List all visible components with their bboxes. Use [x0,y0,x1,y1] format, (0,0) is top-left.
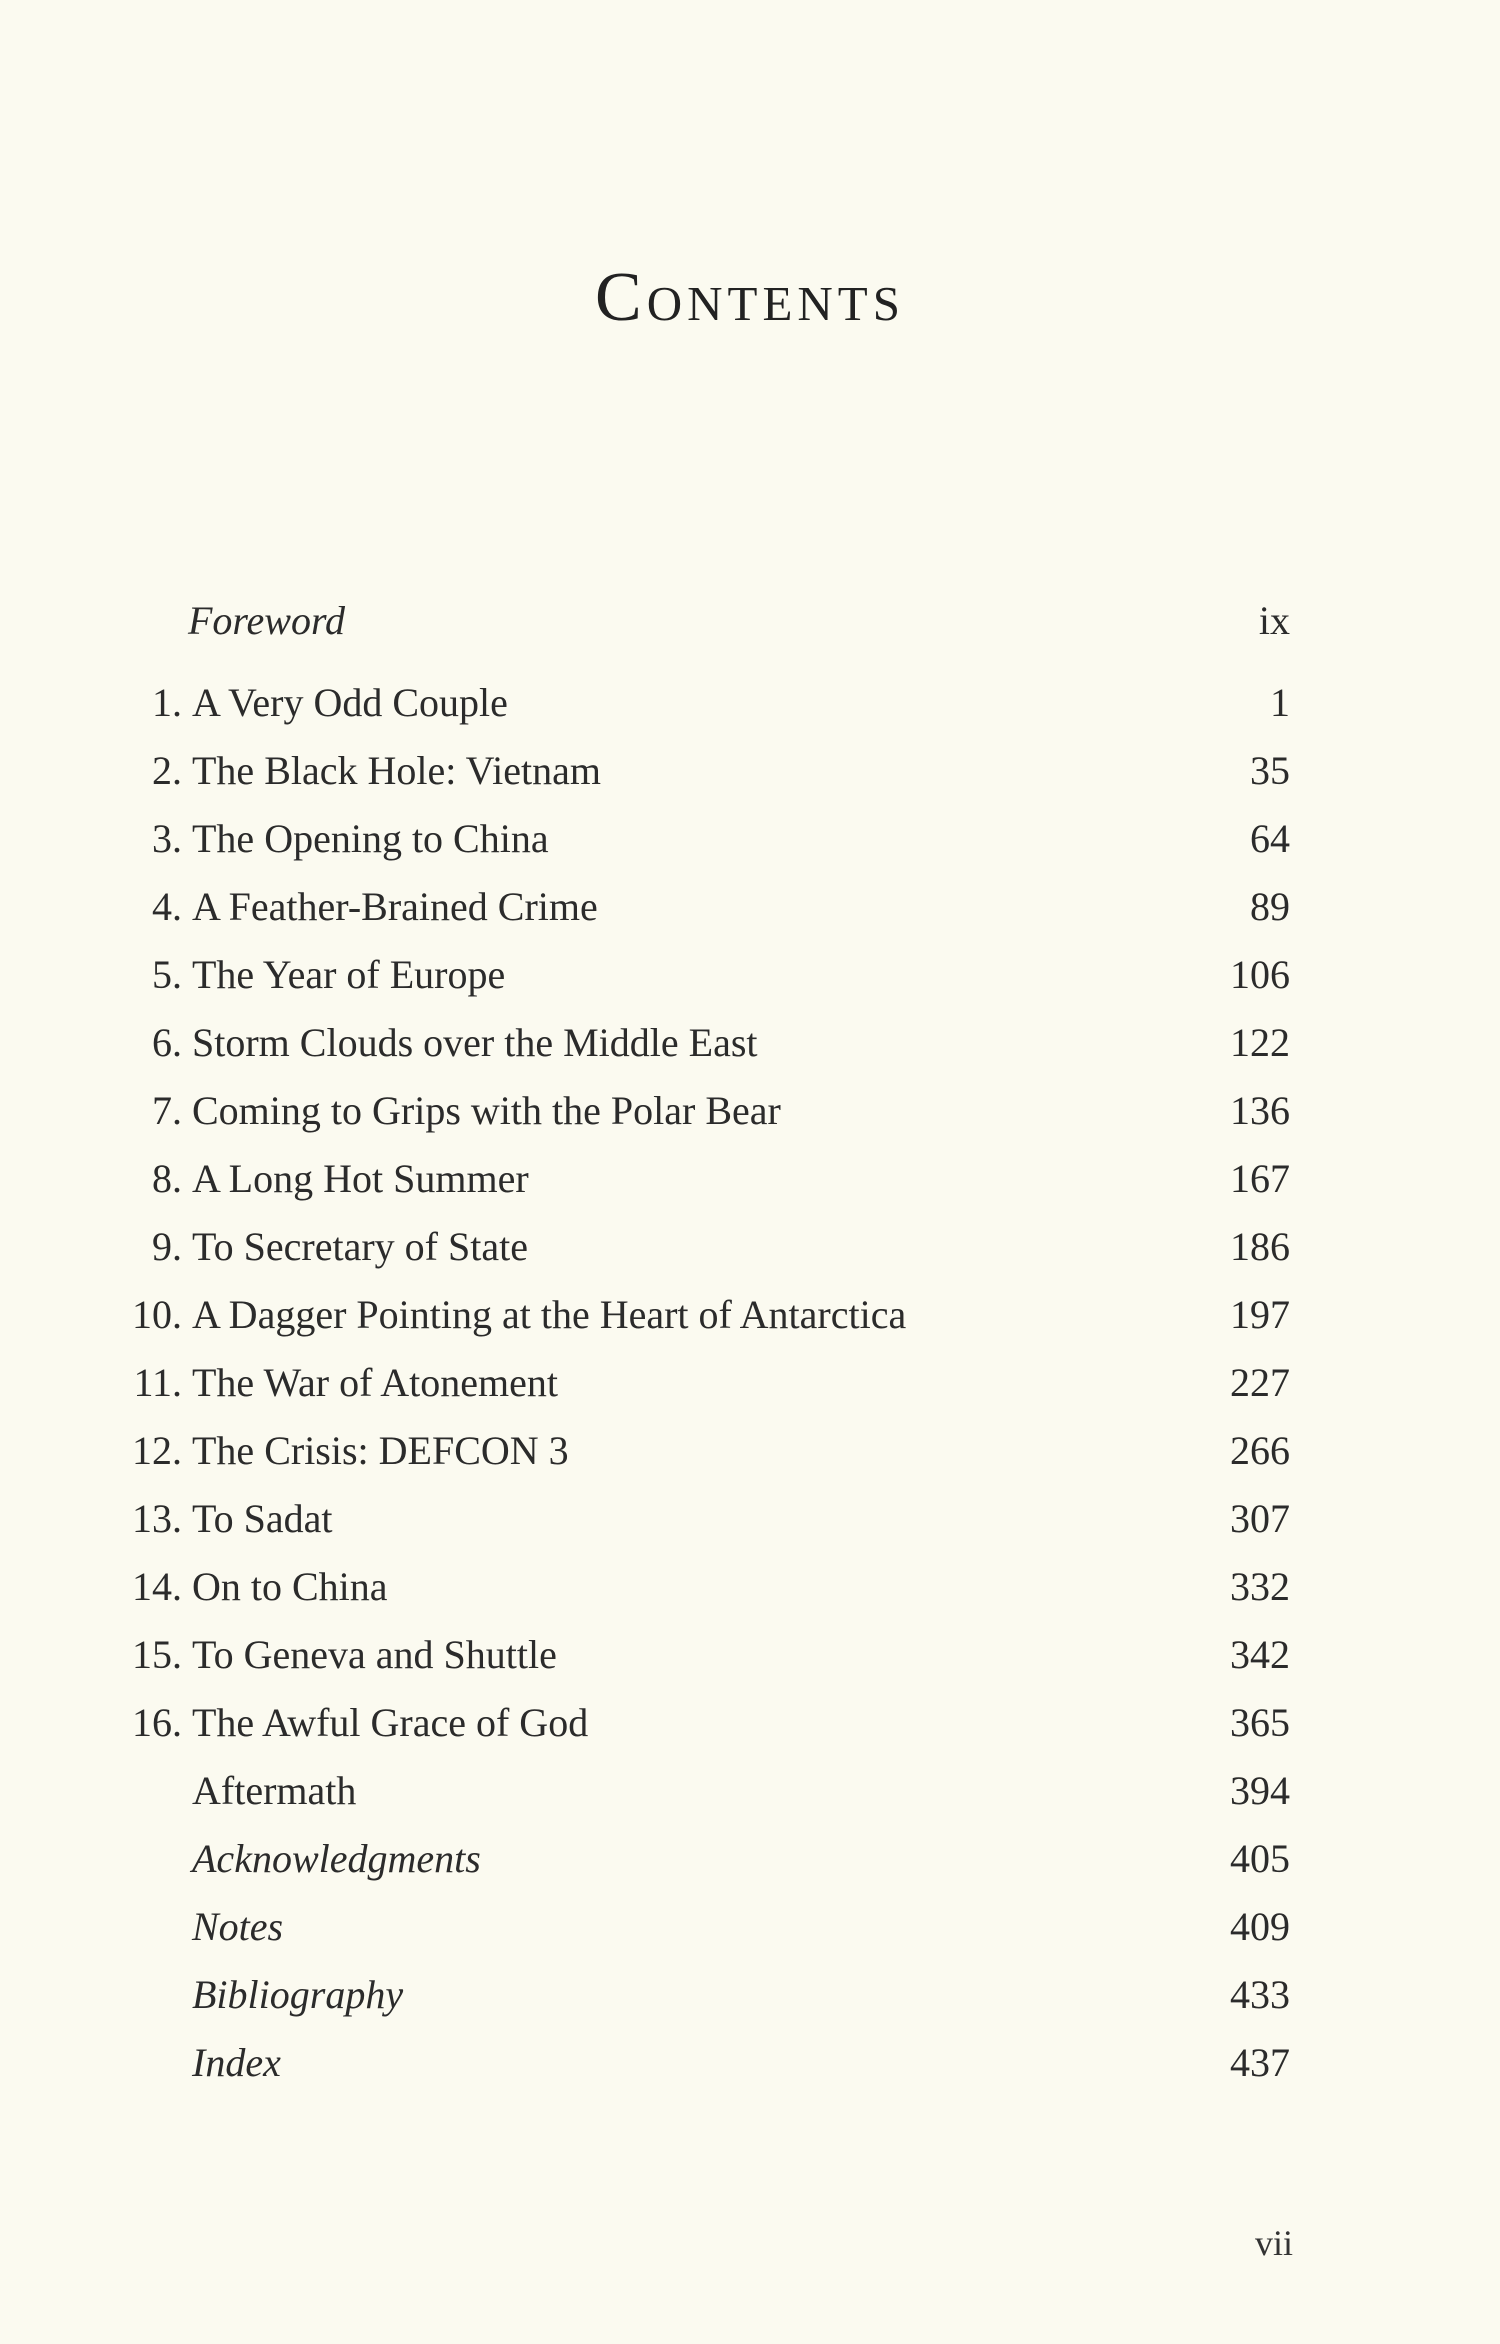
toc-entry-chapter-4 [0,873,1500,941]
page-number: 197 [1230,1292,1290,1337]
toc-entry-chapter-14 [0,1553,1500,1621]
entry-title: The Year of Europe [192,952,506,997]
entry-title: A Feather-Brained Crime [192,884,598,929]
toc-entry-chapter-12 [0,1417,1500,1485]
entry-title: Foreword [188,598,346,643]
entry-title: Bibliography [192,1972,404,2017]
chapter-number: 15. [132,1632,182,1677]
toc-entry-chapter-8 [0,1145,1500,1213]
page-number: 394 [1230,1768,1290,1813]
page-number: 433 [1230,1972,1290,2017]
toc-entry-aftermath [0,1757,1500,1825]
toc-entry-chapter-7 [0,1077,1500,1145]
entry-title: Acknowledgments [192,1836,481,1881]
entry-title: The Awful Grace of God [192,1700,589,1745]
table-of-contents [0,587,1500,2097]
page-number: 35 [1250,748,1290,793]
toc-entry-index [0,2029,1500,2097]
page-number: 332 [1230,1564,1290,1609]
page-number: 365 [1230,1700,1290,1745]
entry-title: The War of Atonement [192,1360,558,1405]
entry-title: A Long Hot Summer [192,1156,529,1201]
page-number: 409 [1230,1904,1290,1949]
page-number: 1 [1270,680,1290,725]
entry-title: On to China [192,1564,388,1609]
toc-entry-chapter-15 [0,1621,1500,1689]
chapter-number: 11. [133,1360,182,1405]
chapter-number: 10. [132,1292,182,1337]
page-number: 122 [1230,1020,1290,1065]
chapter-number: 3. [152,816,182,861]
page-title: Contents [595,259,905,336]
chapter-number: 4. [152,884,182,929]
toc-entry-chapter-3 [0,805,1500,873]
chapter-number: 1. [152,680,182,725]
chapter-number: 16. [132,1700,182,1745]
entry-title: The Crisis: DEFCON 3 [192,1428,569,1473]
chapter-number: 5. [152,952,182,997]
page-number: 64 [1250,816,1290,861]
page-number: 307 [1230,1496,1290,1541]
chapter-number: 12. [132,1428,182,1473]
folio-page-number: vii [1254,2223,1293,2263]
page-number: 342 [1230,1632,1290,1677]
page-number: 437 [1230,2040,1290,2085]
toc-entry-chapter-2 [0,737,1500,805]
page-number: 106 [1230,952,1290,997]
page-number: 266 [1230,1428,1290,1473]
entry-title: A Very Odd Couple [192,680,508,725]
entry-title: Storm Clouds over the Middle East [192,1020,758,1065]
chapter-number: 7. [152,1088,182,1133]
toc-entry-chapter-9 [0,1213,1500,1281]
toc-entry-chapter-1 [0,669,1500,737]
page-number: 227 [1230,1360,1290,1405]
entry-title: To Sadat [192,1496,333,1541]
toc-entry-notes [0,1893,1500,1961]
chapter-number: 14. [132,1564,182,1609]
toc-entry-chapter-6 [0,1009,1500,1077]
toc-entry-foreword [0,587,1500,655]
page-number: 405 [1230,1836,1290,1881]
chapter-number: 2. [152,748,182,793]
page-number: 136 [1230,1088,1290,1133]
toc-entry-chapter-13 [0,1485,1500,1553]
entry-title: Coming to Grips with the Polar Bear [192,1088,781,1133]
page-number: 167 [1230,1156,1290,1201]
chapter-number: 13. [132,1496,182,1541]
entry-title: The Black Hole: Vietnam [192,748,601,793]
toc-entry-chapter-5 [0,941,1500,1009]
entry-title: A Dagger Pointing at the Heart of Antarctica [192,1292,907,1337]
page-number: ix [1258,598,1290,643]
entry-title: Notes [192,1904,284,1949]
page-number: 186 [1230,1224,1290,1269]
entry-title: The Opening to China [192,816,549,861]
toc-entry-chapter-16 [0,1689,1500,1757]
toc-entry-bibliography [0,1961,1500,2029]
toc-entry-acknowledgments [0,1825,1500,1893]
toc-entry-chapter-11 [0,1349,1500,1417]
chapter-number: 8. [152,1156,182,1201]
toc-entry-chapter-10 [0,1281,1500,1349]
entry-title: Aftermath [192,1768,357,1813]
entry-title: Index [192,2040,281,2085]
chapter-number: 6. [152,1020,182,1065]
entry-title: To Geneva and Shuttle [192,1632,557,1677]
entry-title: To Secretary of State [192,1224,528,1269]
chapter-number: 9. [152,1224,182,1269]
page-number: 89 [1250,884,1290,929]
